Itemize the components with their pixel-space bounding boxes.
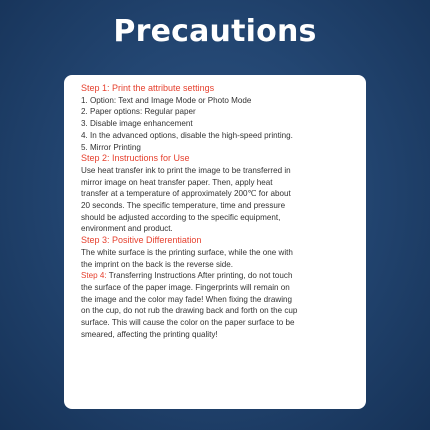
step-2-line: 20 seconds. The specific temperature, time and pressure xyxy=(81,201,286,211)
step-4-line: smeared, affecting the printing quality! xyxy=(81,329,218,339)
page-title: Precautions xyxy=(113,14,317,49)
step-4-line: on the cup, do not rub the drawing back and forth on the cup xyxy=(81,306,298,316)
step-1-item: 2. Paper options: Regular paper xyxy=(81,107,196,117)
step-4-first-line xyxy=(81,270,354,282)
step-4-line: Transferring Instructions After printing, do not touch xyxy=(106,271,293,281)
step-4-text xyxy=(81,270,354,340)
step-3-line: The white surface is the printing surface, while the one with xyxy=(81,247,293,257)
step-2-line: transfer at a temperature of approximately 200℃ for about xyxy=(81,189,291,199)
step-1-item: 3. Disable image enhancement xyxy=(81,119,193,129)
precautions-card xyxy=(64,75,366,409)
step-2-line: should be adjusted according to the specific equipment, xyxy=(81,212,281,222)
step-2-line: Use heat transfer ink to print the image to be transferred in xyxy=(81,165,291,175)
step-4-line: the image and the color may fade! When fixing the drawing xyxy=(81,294,293,304)
step-1-item: 5. Mirror Printing xyxy=(81,142,141,152)
step-4-heading: Step 4: xyxy=(81,271,107,281)
step-1-heading: Step 1: Print the attribute settings xyxy=(81,83,215,93)
step-3-line: the imprint on the back is the reverse side. xyxy=(81,259,234,269)
step-4-line: surface. This will cause the color on the paper surface to be xyxy=(81,318,295,328)
step-2-line: mirror image on heat transfer paper. Then, apply heat xyxy=(81,177,273,187)
step-3-heading: Step 3: Positive Differentiation xyxy=(81,235,202,246)
step-2-line: environment and product. xyxy=(81,224,173,234)
step-2-heading: Step 2: Instructions for Use xyxy=(81,153,190,164)
step-1-list xyxy=(81,95,354,154)
step-1-item: 4. In the advanced options, disable the high-speed printing. xyxy=(81,130,293,140)
step-4-line: the surface of the paper image. Fingerprints will remain on xyxy=(81,282,290,292)
step-2-text xyxy=(81,165,354,235)
step-1-item: 1. Option: Text and Image Mode or Photo Mode xyxy=(81,95,252,105)
step-3-text xyxy=(81,247,354,270)
